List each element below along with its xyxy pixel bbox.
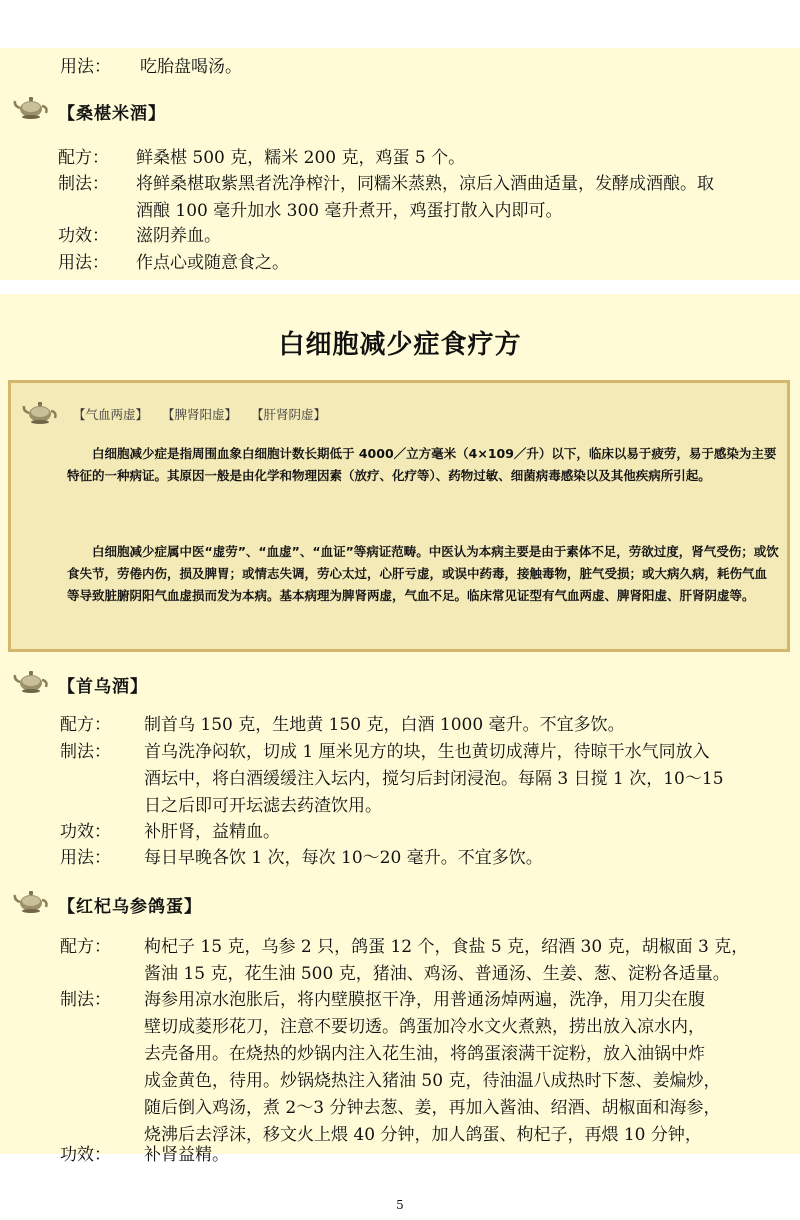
recipe-title-hongqi: 【红杞乌参鸽蛋】 bbox=[58, 897, 202, 917]
item-text: 补肝肾，益精血。 bbox=[144, 822, 280, 842]
item-label: 制法： bbox=[60, 742, 111, 762]
usage-label: 用法： bbox=[60, 57, 111, 77]
intro-box bbox=[8, 380, 790, 652]
item-label: 制法： bbox=[58, 174, 109, 194]
teapot-icon bbox=[12, 666, 50, 694]
item-text: 补肾益精。 bbox=[144, 1145, 229, 1165]
intro-paragraph-2: 白细胞减少症属中医“虚劳”、“血虚”、“血证”等病证范畴。中医认为本病主要是由于素体不足，劳欲过度，肾气受伤；或饮食失节，劳倦内伤，损及脾胃；或情志失调，劳心太过，心肝亏虚，或误中药毒，接触毒物，脏气受损；或大病久病，耗伤气血等导致脏腑阴阳气血虚损而发为本病。基本病理为脾肾两虚，气血不足。临床常见证型有气血两虚、脾肾阳虚、肝肾阴虚等。 bbox=[67, 544, 779, 603]
teapot-icon bbox=[21, 397, 59, 425]
page-number: 5 bbox=[396, 1198, 404, 1212]
item-label: 制法： bbox=[60, 990, 111, 1010]
item-text: 滋阴养血。 bbox=[136, 226, 221, 246]
item-label: 配方： bbox=[58, 148, 109, 168]
item-text: 将鲜桑椹取紫黑者洗净榨汁，同糯米蒸熟，凉后入酒曲适量，发酵成酒酿。取 酒酿 100 毫升加水 300 毫升煮开，鸡蛋打散入内即可。 bbox=[136, 174, 714, 221]
recipe-item bbox=[60, 1142, 798, 1169]
recipe-item bbox=[60, 845, 798, 872]
item-label: 功效： bbox=[60, 822, 111, 842]
recipe-title-shouwu: 【首乌酒】 bbox=[58, 677, 148, 697]
item-label: 用法： bbox=[58, 253, 109, 273]
item-text: 枸杞子 15 克，乌参 2 只，鸽蛋 12 个，食盐 5 克，绍酒 30 克，胡椒面 3 克， 酱油 15 克，花生油 500 克，猪油、鸡汤、普通汤、生姜、葱、淀粉各适量。 bbox=[144, 937, 749, 984]
item-text: 作点心或随意食之。 bbox=[136, 253, 289, 273]
item-label: 功效： bbox=[60, 1145, 111, 1165]
tag-ganshen: 【肝肾阴虚】 bbox=[251, 407, 327, 422]
recipe-item bbox=[60, 934, 798, 988]
usage-row bbox=[60, 54, 242, 81]
item-text: 海参用凉水泡胀后，将内壁膜抠干净，用普通汤焯两遍，洗净，用刀尖在腹 壁切成菱形花刀，注意不要切透。鸽蛋加冷水文火煮熟，捞出放入凉水内， 去壳备用。在烧热的炒锅内注入花生油，将鸽蛋滚满干淀粉，放入油锅中炸 成金黄色，待用。炒锅烧热注入猪油 50 克，待油温八成热时下葱、姜煸炒， 随后倒入鸡汤，煮 2～3 分钟去葱、姜，再加入酱油、绍酒、胡椒面和海参， 烧沸后去浮沫，移文火上煨 40 分钟，加人鸽蛋、枸杞子，再煨 10 分钟， bbox=[144, 990, 721, 1145]
usage-text: 吃胎盘喝汤。 bbox=[140, 57, 242, 77]
recipe-item bbox=[60, 712, 798, 739]
recipe-title-sangshen: 【桑椹米酒】 bbox=[58, 104, 166, 124]
recipe-item bbox=[60, 987, 798, 1149]
recipe-item bbox=[60, 739, 798, 820]
teapot-icon bbox=[12, 92, 50, 120]
page-title: 白细胞减少症食疗方 bbox=[278, 330, 522, 360]
item-text: 制首乌 150 克，生地黄 150 克，白酒 1000 毫升。不宜多饮。 bbox=[144, 715, 625, 735]
item-text: 首乌洗净闷软，切成 1 厘米见方的块，生也黄切成薄片，待晾干水气同放入 酒坛中，将白酒缓缓注入坛内，搅匀后封闭浸泡。每隔 3 日搅 1 次，10～15 日之后即可开坛滤去药渣饮用。 bbox=[144, 742, 724, 816]
recipe-item bbox=[58, 250, 798, 277]
syndrome-tags bbox=[73, 405, 336, 423]
teapot-icon bbox=[12, 886, 50, 914]
item-label: 配方： bbox=[60, 937, 111, 957]
item-text: 每日早晚各饮 1 次，每次 10～20 毫升。不宜多饮。 bbox=[144, 848, 543, 868]
item-label: 用法： bbox=[60, 848, 111, 868]
item-label: 功效： bbox=[58, 226, 109, 246]
tag-pishen: 【脾肾阳虚】 bbox=[162, 407, 238, 422]
intro-paragraph-1: 白细胞减少症是指周围血象白细胞计数长期低于 4000／立方毫米（4×109／升）以下，临床以易于疲劳，易于感染为主要特征的一种病证。其原因一般是由化学和物理因素（放疗、化疗等）、药物过敏、细菌病毒感染以及其他疾病所引起。 bbox=[67, 446, 777, 483]
item-label: 配方： bbox=[60, 715, 111, 735]
recipe-item bbox=[60, 819, 798, 846]
recipe-item bbox=[58, 223, 798, 250]
tag-qixue: 【气血两虚】 bbox=[73, 407, 149, 422]
recipe-item bbox=[58, 145, 798, 172]
item-text: 鲜桑椹 500 克，糯米 200 克，鸡蛋 5 个。 bbox=[136, 148, 466, 168]
recipe-item bbox=[58, 171, 798, 225]
